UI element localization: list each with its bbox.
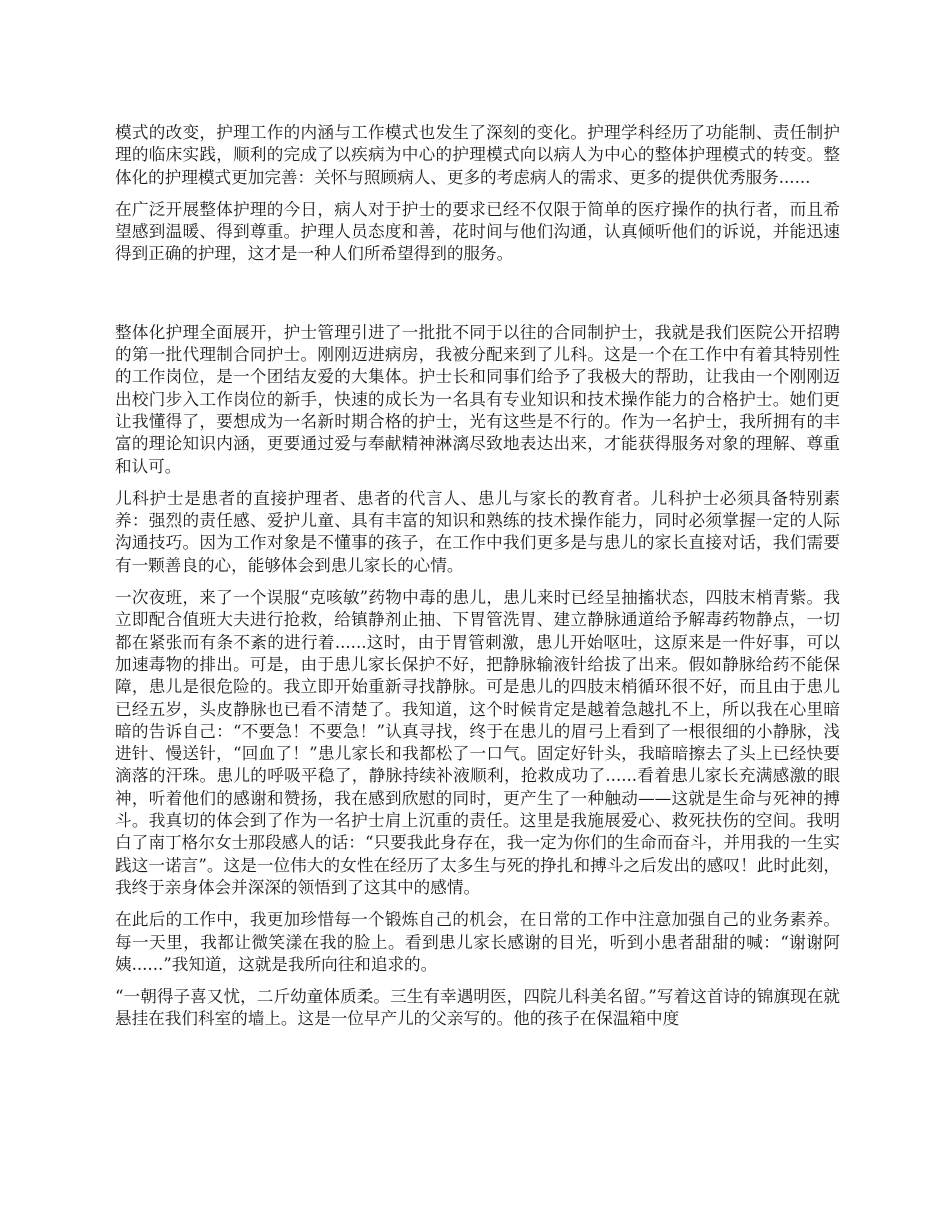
paragraph-1: 模式的改变，护理工作的内涵与工作模式也发生了深刻的变化。护理学科经历了功能制、责任制护理的临床实践，顺利的完成了以疾病为中心的护理模式向以病人为中心的整体护理模式的转变。整体化的护理模式更加完善：关怀与照顾病人、更多的考虑病人的需求、更多的提供优秀服务...... (115, 123, 840, 187)
paragraph-7: “一朝得子喜又忧，二斤幼童体质柔。三生有幸遇明医，四院儿科美名留。”写着这首诗的锦旗现在就悬挂在我们科室的墙上。这是一位早产儿的父亲写的。他的孩子在保温箱中度 (115, 987, 840, 1029)
paragraph-2: 在广泛开展整体护理的今日，病人对于护士的要求已经不仅限于简单的医疗操作的执行者，而且希望感到温暖、得到尊重。护理人员态度和善，花时间与他们沟通，认真倾听他们的诉说，并能迅速得到正确的护理，这才是一种人们所希望得到的服务。 (115, 199, 840, 264)
paragraph-6: 在此后的工作中，我更加珍惜每一个锻炼自己的机会，在日常的工作中注意加强自己的业务素养。每一天里，我都让微笑漾在我的脸上。看到患儿家长感谢的目光，听到小患者甜甜的喊：“谢谢阿姨......”我知道，这就是我所向往和追求的。 (115, 910, 840, 974)
document-body (115, 122, 840, 1031)
paragraph-spacer (115, 189, 840, 199)
paragraph-4: 儿科护士是患者的直接护理者、患者的代言人、患儿与家长的教育者。儿科护士必须具备特别素养：强烈的责任感、爱护儿童、具有丰富的知识和熟练的技术操作能力，同时必须掌握一定的人际沟通技巧。因为工作对象是不懂事的孩子，在工作中我们更多是与患儿的家长直接对话，我们需要有一颗善良的心，能够体会到患儿家长的心情。 (115, 488, 840, 575)
paragraph-5: 一次夜班，来了一个误服“克咳敏”药物中毒的患儿，患儿来时已经呈抽搐状态，四肢末梢青紫。我立即配合值班大夫进行抢救，给镇静剂止抽、下胃管洗胃、建立静脉通道给予解毒药物静点，一切都在紧张而有条不紊的进行着......这时，由于胃管刺激，患儿开始呕吐，这原来是一件好事，可以加速毒物的排出。可是，由于患儿家长保护不好，把静脉输液针给拔了出来。假如静脉给药不能保障，患儿是很危险的。我立即开始重新寻找静脉。可是患儿的四肢末梢循环很不好，而且由于患儿已经五岁，头皮静脉也已看不清楚了。我知道，这个时候肯定是越着急越扎不上，所以我在心里暗暗的告诉自己：“不要急！不要急！”认真寻找，终于在患儿的眉弓上看到了一根很细的小静脉，浅进针、慢送针，“回血了！”患儿家长和我都松了一口气。固定好针头，我暗暗擦去了头上已经快要滴落的汗珠。患儿的呼吸平稳了，静脉持续补液顺利，抢救成功了......看着患儿家长充满感激的眼神，听着他们的感谢和赞扬，我在感到欣慰的同时，更产生了一种触动——这就是生命与死神的搏斗。我真切的体会到了作为一名护士肩上沉重的责任。这里是我施展爱心、救死扶伤的空间。我明白了南丁格尔女士那段感人的话：“只要我此身存在，我一定为你们的生命而奋斗，并用我的一生实践这一诺言”。这是一位伟大的女性在经历了太多生与死的挣扎和搏斗之后发出的感叹！此时此刻，我终于亲身体会并深深的领悟到了这其中的感情。 (115, 588, 840, 897)
paragraph-spacer (115, 478, 840, 488)
section-spacer (115, 266, 840, 322)
paragraph-spacer (115, 577, 840, 587)
paragraph-spacer (115, 976, 840, 986)
paragraph-3: 整体化护理全面展开，护士管理引进了一批批不同于以往的合同制护士，我就是我们医院公开招聘的第一批代理制合同护士。刚刚迈进病房，我被分配来到了儿科。这是一个在工作中有着其特别性的工作岗位，是一个团结友爱的大集体。护士长和同事们给予了我极大的帮助，让我由一个刚刚迈出校门步入工作岗位的新手，快速的成长为一名具有专业知识和技术操作能力的合格护士。她们更让我懂得了，要想成为一名新时期合格的护士，光有这些是不行的。作为一名护士，我所拥有的丰富的理论知识内涵，更要通过爱与奉献精神淋漓尽致地表达出来，才能获得服务对象的理解、尊重和认可。 (115, 322, 840, 476)
paragraph-spacer (115, 899, 840, 909)
